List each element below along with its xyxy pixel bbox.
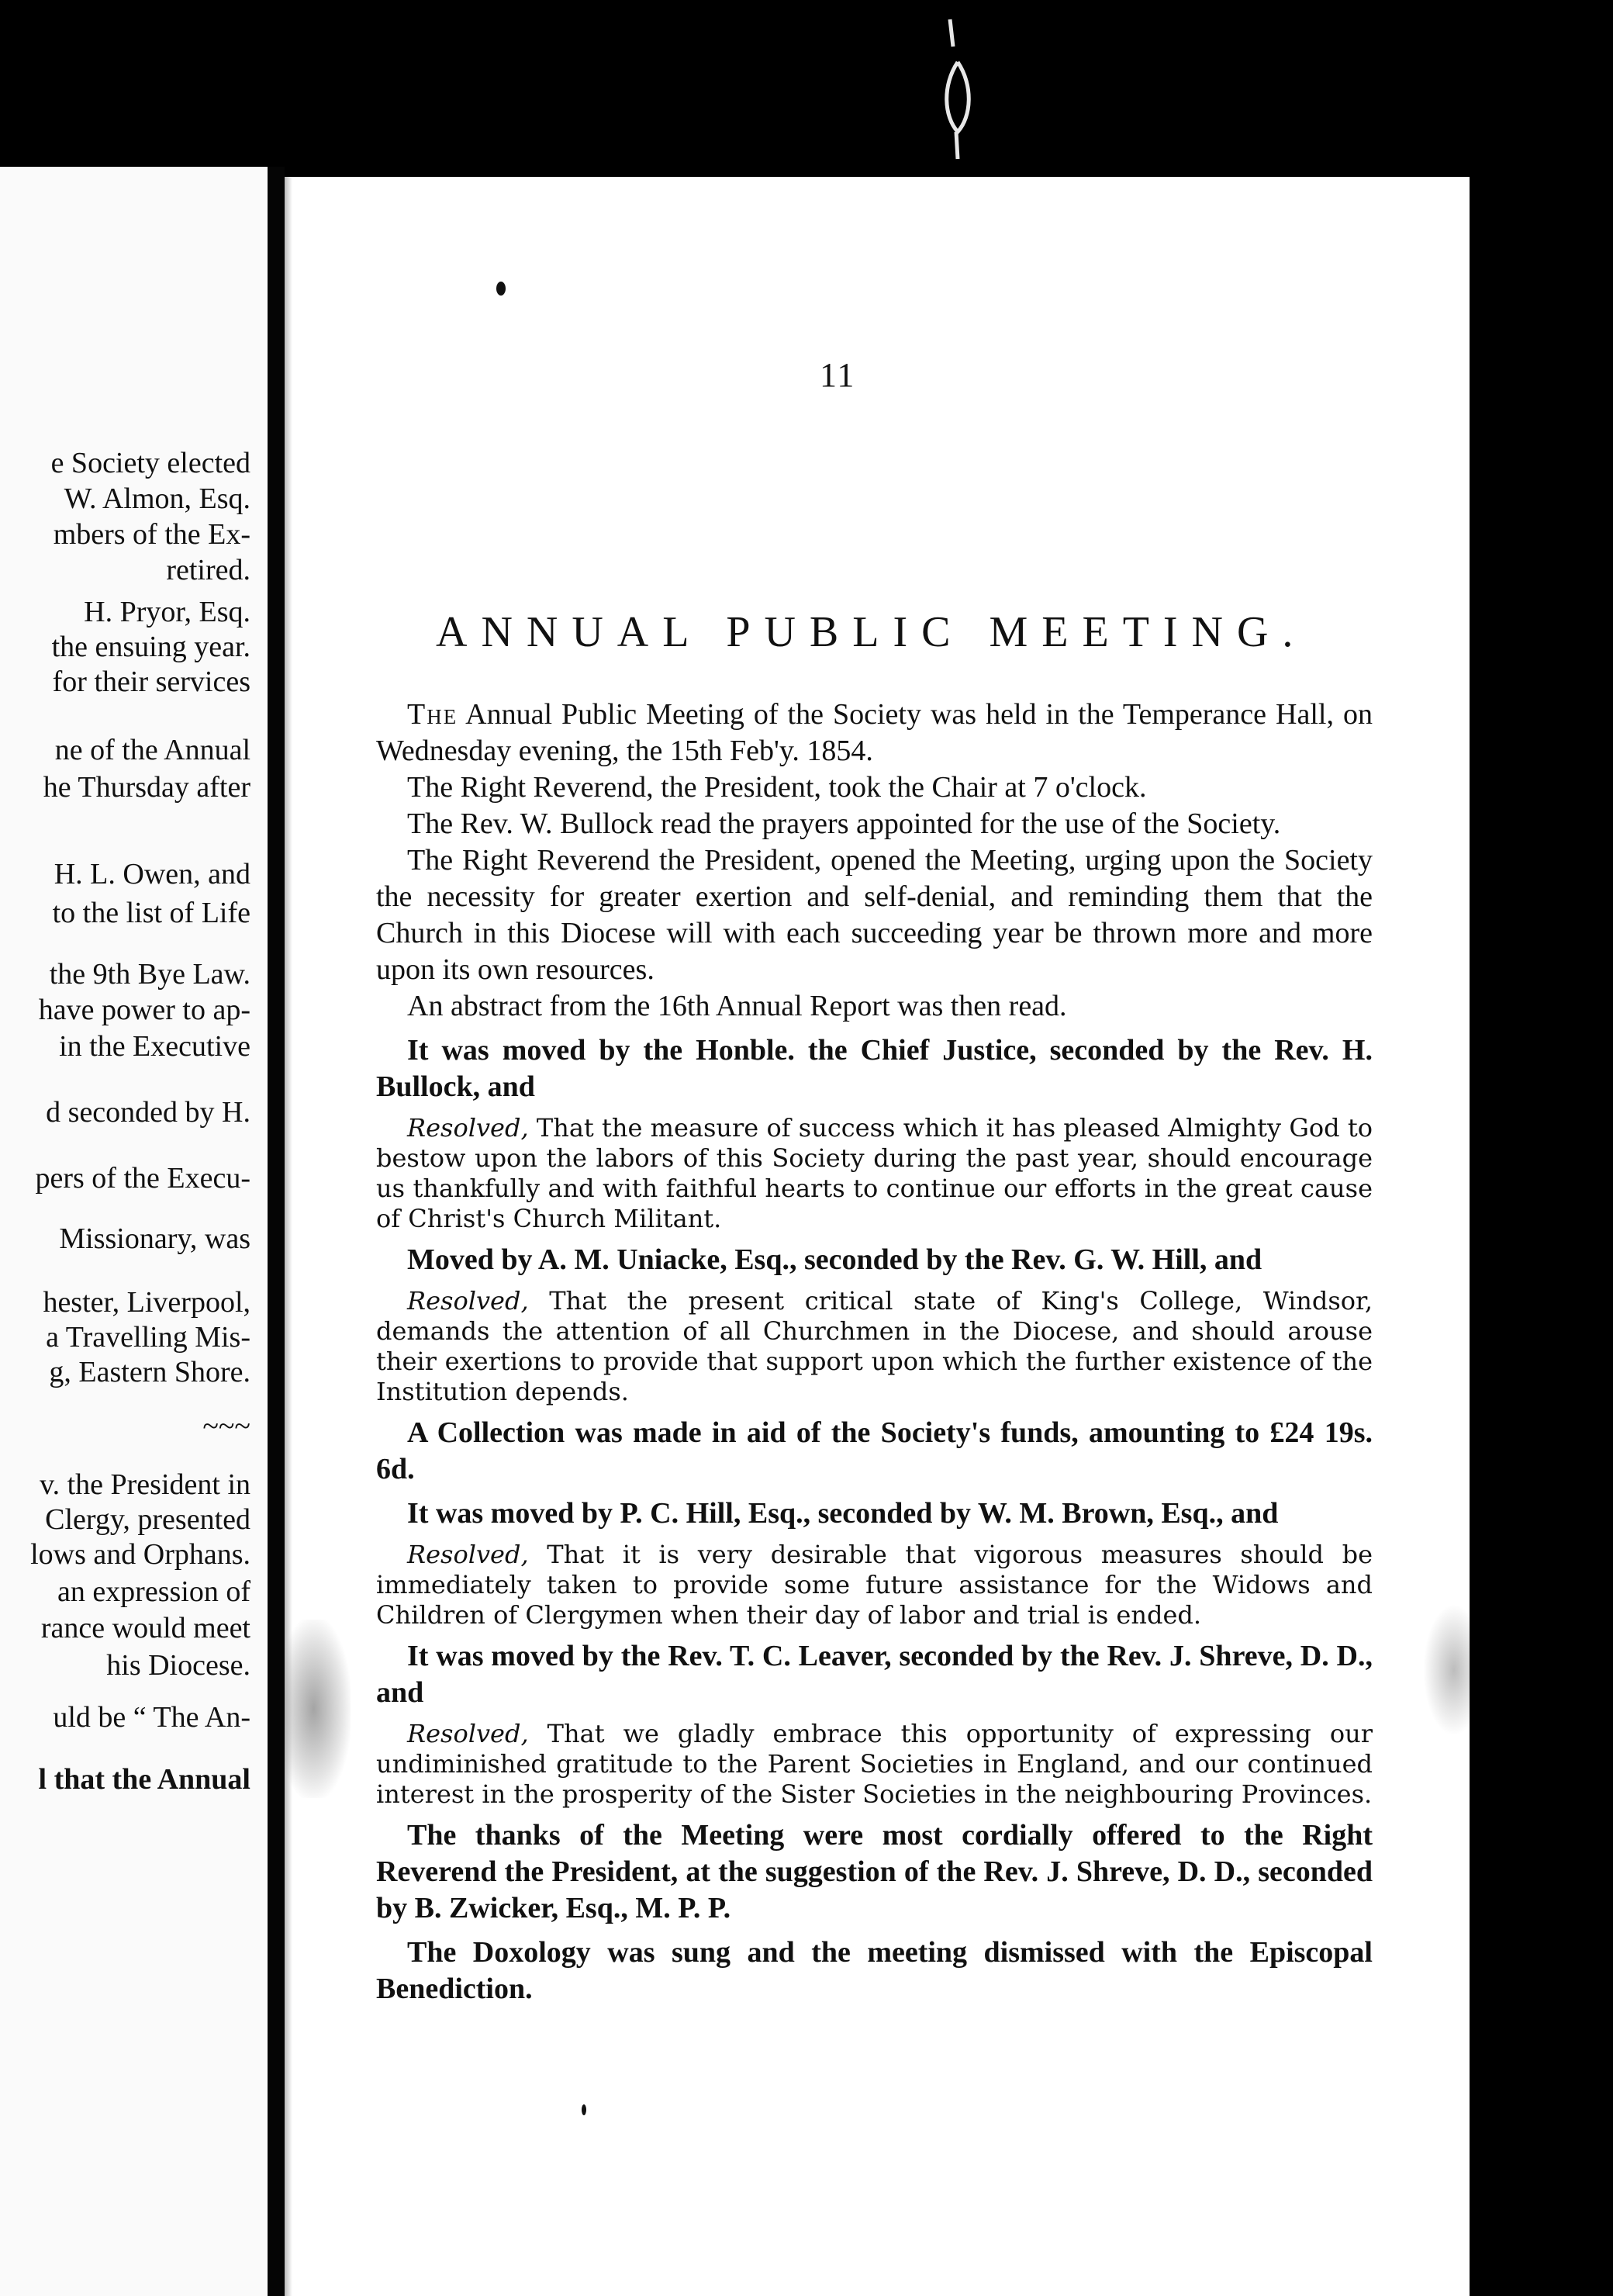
facing-page-line: Missionary, was: [59, 1222, 250, 1255]
book-gutter: [268, 167, 285, 2296]
ink-speck: [582, 2104, 586, 2115]
opening-paragraph: The Right Reverend the President, opened the Meeting, urging upon the Society the necessity for greater exertion and self-denial, and reminding them that the Church in this Diocese will with each succeeding year be thrown more and more upon its own resources.: [376, 844, 1373, 986]
facing-page-line: he Thursday after: [43, 771, 250, 804]
water-stain-right: [1423, 1604, 1470, 1736]
facing-page-line: g, Eastern Shore.: [49, 1356, 250, 1388]
intro-text: Annual Public Meeting of the Society was held in the Temperance Hall, on Wednesday evening, the 15th Feb'y. 1854.: [376, 698, 1373, 767]
page-edge-shadow: [285, 177, 292, 2296]
facing-page-line: for their services: [52, 666, 250, 698]
motion-1: It was moved by the Honble. the Chief Justice, seconded by the Rev. H. Bullock, and: [376, 1034, 1373, 1103]
facing-page-line: his Diocese.: [106, 1649, 250, 1682]
meeting-minutes: [376, 697, 1373, 2007]
facing-page-line: l that the Annual: [38, 1763, 250, 1796]
facing-page-line: to the list of Life: [52, 897, 250, 929]
motion-2: Moved by A. M. Uniacke, Esq., seconded by the Rev. G. W. Hill, and: [407, 1243, 1262, 1276]
resolution-2: [376, 1286, 1373, 1407]
abstract-paragraph: An abstract from the 16th Annual Report was then read.: [407, 990, 1067, 1022]
resolution-4-text: That we gladly embrace this opportunity of expressing our undiminished gratitude to the Parent Societies in England, and our continued interest in the prosperity of the Sister Societies in the neighbouring Provinces.: [376, 1719, 1373, 1809]
thanks-paragraph: The thanks of the Meeting were most cordially offered to the Right Reverend the President, at the suggestion of the Rev. J. Shreve, D. D., seconded by B. Zwicker, Esq., M. P. P.: [376, 1819, 1373, 1924]
facing-page-line: an expression of: [57, 1575, 250, 1608]
facing-page-line: pers of the Execu-: [35, 1162, 250, 1195]
facing-page-line: d seconded by H.: [46, 1096, 250, 1129]
prayers-paragraph: The Rev. W. Bullock read the prayers appointed for the use of the Society.: [407, 807, 1281, 840]
facing-page-line: Clergy, presented: [45, 1503, 250, 1536]
resolution-3: [376, 1540, 1373, 1630]
facing-page-line: H. L. Owen, and: [54, 858, 250, 890]
facing-page-line: the ensuing year.: [51, 631, 250, 663]
resolved-label: Resolved,: [407, 1286, 529, 1316]
facing-page-line: ~~~: [202, 1410, 250, 1443]
collection-paragraph: A Collection was made in aid of the Society's funds, amounting to £24 19s. 6d.: [376, 1416, 1373, 1485]
facing-page-line: the 9th Bye Law.: [49, 958, 250, 991]
facing-page-line: ne of the Annual: [54, 734, 250, 766]
water-stain: [285, 1620, 351, 1798]
resolved-label: Resolved,: [407, 1540, 529, 1569]
facing-page-line: W. Almon, Esq.: [64, 482, 250, 515]
intro-lead: The: [407, 698, 458, 731]
facing-page-line: v. the President in: [40, 1468, 250, 1501]
closing-paragraph: The Doxology was sung and the meeting dismissed with the Episcopal Benediction.: [376, 1936, 1373, 2005]
chair-paragraph: The Right Reverend, the President, took the Chair at 7 o'clock.: [407, 771, 1147, 804]
main-page: [285, 177, 1470, 2296]
facing-page-line: in the Executive: [59, 1030, 250, 1063]
resolved-label: Resolved,: [407, 1113, 529, 1143]
facing-page-line: e Society elected: [50, 447, 250, 479]
page-heading: ANNUAL PUBLIC MEETING.: [436, 608, 1307, 656]
facing-page-line: a Travelling Mis-: [46, 1321, 250, 1354]
page-number: 11: [820, 356, 856, 394]
resolved-label: Resolved,: [407, 1719, 529, 1748]
facing-page-line: lows and Orphans.: [30, 1538, 250, 1571]
facing-page-line: rance would meet: [40, 1612, 250, 1644]
binding-thread-mark: [934, 16, 981, 163]
resolution-4: [376, 1719, 1373, 1810]
resolution-1-text: That the measure of success which it has pleased Almighty God to bestow upon the labors of this Society during the past year, should encourage us thankfully and with faithful hearts to continue our efforts in the great cause of Christ's Church Militant.: [376, 1113, 1373, 1233]
ink-speck: [496, 282, 506, 296]
resolution-2-text: That the present critical state of King's College, Windsor, demands the attention of all Churchmen in the Diocese, and should arouse their exertions to provide that support upon which the further existence of the Institution depends.: [376, 1286, 1373, 1406]
facing-page-line: uld be “ The An-: [53, 1701, 250, 1734]
intro-paragraph: [376, 697, 1373, 769]
facing-page-line: H. Pryor, Esq.: [84, 596, 250, 628]
motion-3: It was moved by P. C. Hill, Esq., seconded by W. M. Brown, Esq., and: [407, 1497, 1279, 1530]
facing-page-line: retired.: [166, 554, 250, 586]
resolution-3-text: That it is very desirable that vigorous measures should be immediately taken to provide some future assistance for the Widows and Children of Clergymen when their day of labor and trial is ended.: [376, 1540, 1373, 1630]
motion-4: It was moved by the Rev. T. C. Leaver, seconded by the Rev. J. Shreve, D. D., and: [376, 1640, 1373, 1709]
facing-page: [0, 167, 268, 2296]
resolution-1: [376, 1113, 1373, 1234]
facing-page-line: have power to ap-: [38, 994, 250, 1026]
facing-page-line: hester, Liverpool,: [43, 1286, 250, 1319]
facing-page-line: mbers of the Ex-: [53, 518, 250, 551]
